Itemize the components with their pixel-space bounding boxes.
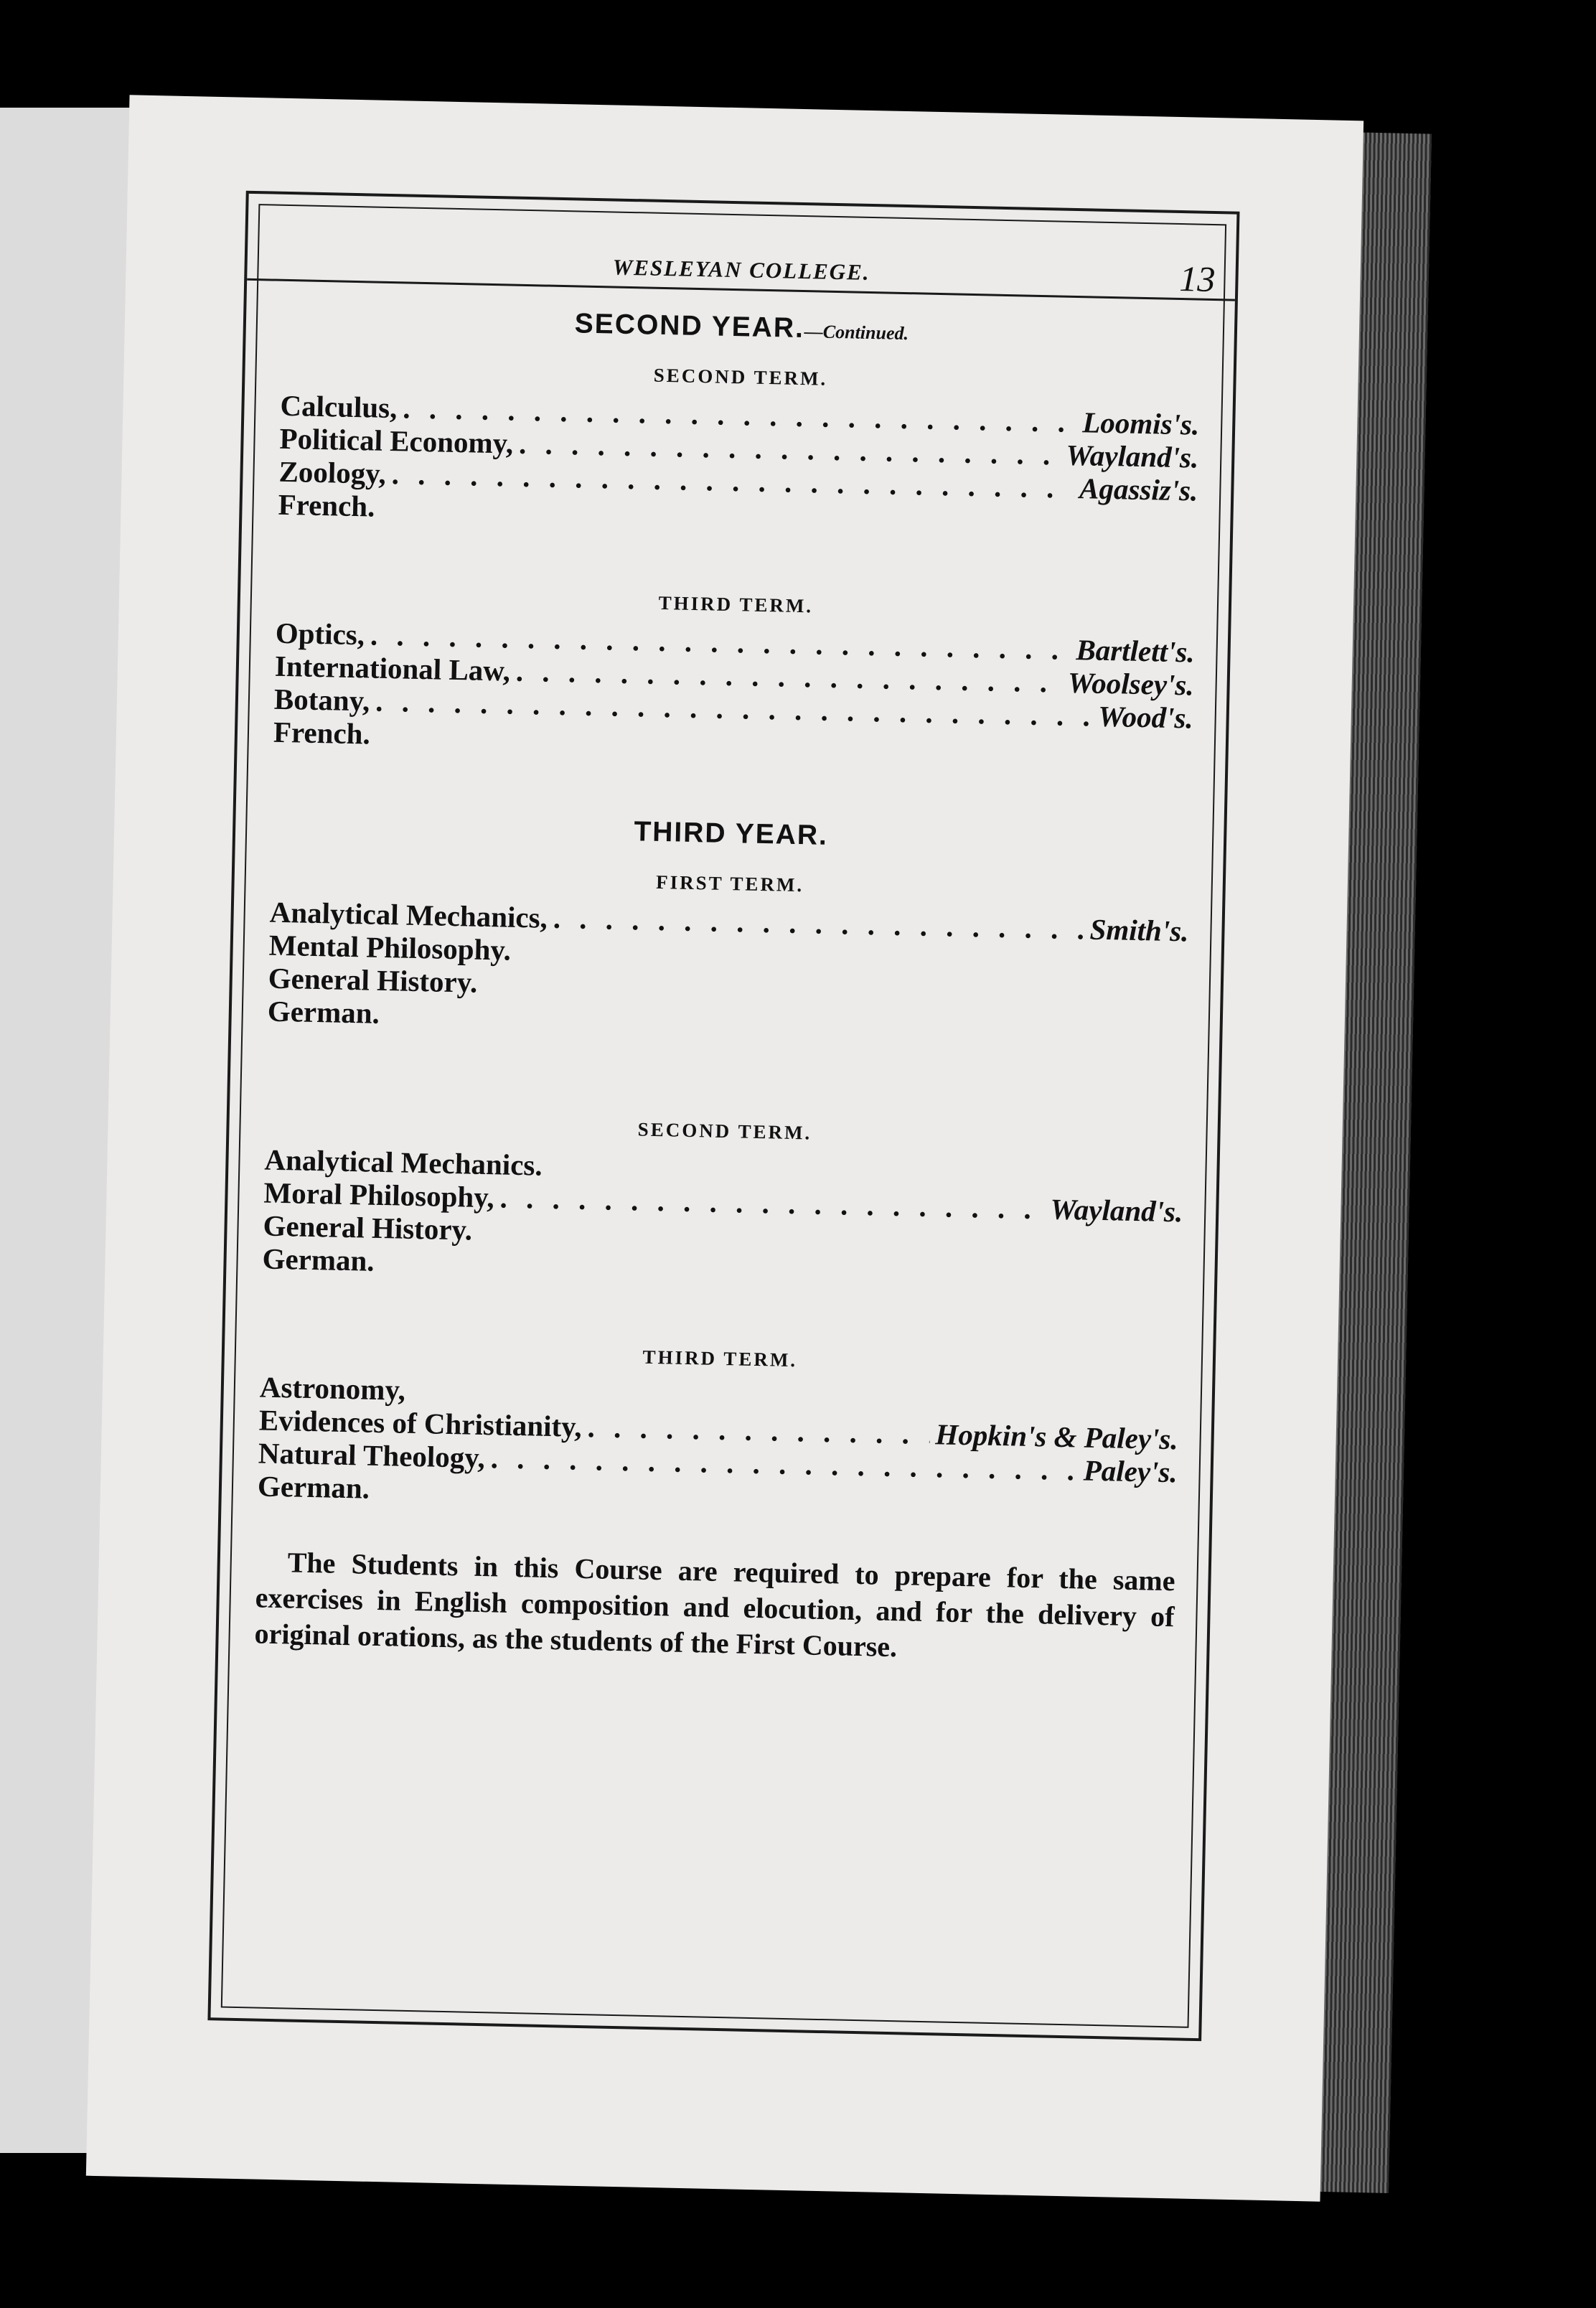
subject: Analytical Mechanics. — [264, 1143, 543, 1182]
course-note: The Students in this Course are required to prepare for the same exercises in English composition and elocution, and for the delivery of original orations, as the students of the First Course. — [254, 1546, 1175, 1664]
subject: Analytical Mechanics, — [269, 895, 548, 934]
textbook: Agassiz's. — [1079, 472, 1198, 507]
term-heading: SECOND TERM. — [637, 1118, 812, 1144]
textbook: Wayland's. — [1065, 438, 1199, 474]
subject: General History. — [268, 961, 478, 999]
subject: German. — [257, 1469, 370, 1505]
subject: German. — [267, 994, 380, 1030]
subject: General History. — [263, 1209, 473, 1247]
year-title: SECOND YEAR. — [574, 308, 805, 344]
year-title: THIRD YEAR. — [634, 816, 829, 851]
textbook: Hopkin's & Paley's. — [934, 1417, 1179, 1456]
course-content — [253, 302, 1201, 1699]
subject: Moral Philosophy, — [263, 1176, 495, 1214]
subject: Zoology, — [278, 454, 387, 490]
textbook: Loomis's. — [1081, 405, 1200, 441]
running-head: WESLEYAN COLLEGE. — [612, 254, 870, 285]
subject: Evidences of Christianity, — [258, 1403, 583, 1443]
textbook: Wayland's. — [1049, 1192, 1183, 1229]
page-border — [207, 191, 1239, 2041]
subject: Political Economy, — [279, 421, 514, 460]
subject: Calculus, — [280, 388, 398, 425]
subject: International Law, — [274, 649, 511, 688]
textbook: Wood's. — [1097, 699, 1194, 735]
subject: Mental Philosophy. — [268, 928, 512, 967]
term-heading: THIRD TERM. — [658, 591, 814, 617]
term-heading: THIRD TERM. — [642, 1346, 798, 1371]
subject: Natural Theology, — [258, 1436, 486, 1475]
subject: German. — [262, 1242, 375, 1277]
subject: Astronomy, — [259, 1370, 406, 1407]
subject: Optics, — [275, 616, 365, 652]
subject: French. — [278, 487, 375, 523]
page-number: 13 — [1178, 258, 1216, 300]
textbook: Paley's. — [1083, 1453, 1178, 1489]
textbook: Woolsey's. — [1067, 665, 1195, 702]
term-heading: FIRST TERM. — [655, 871, 804, 896]
subject: French. — [273, 715, 371, 751]
continued-label: —Continued. — [804, 321, 909, 344]
book-page — [86, 95, 1363, 2201]
textbook: Bartlett's. — [1076, 633, 1196, 669]
textbook: Smith's. — [1089, 912, 1189, 948]
term-heading: SECOND TERM. — [653, 364, 828, 390]
subject: Botany, — [273, 682, 370, 718]
